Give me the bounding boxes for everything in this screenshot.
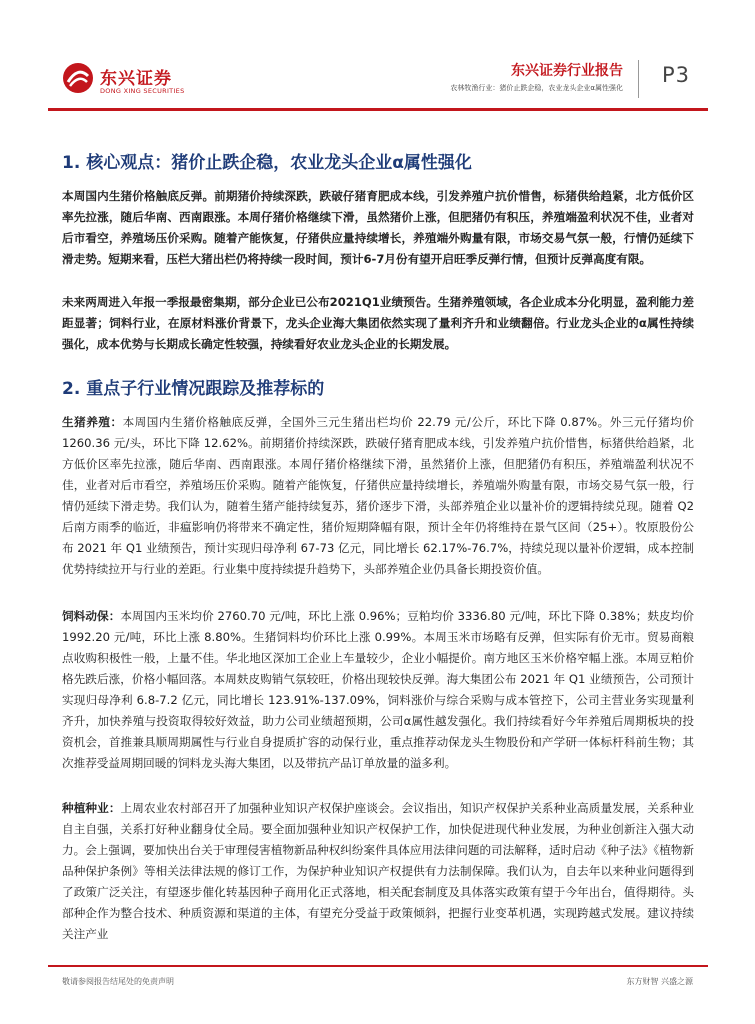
paragraph-body-hog: 本周国内生猪价格触底反弹，全国外三元生猪出栏均价 22.79 元/公斤，环比下降 0.87%。外三元仔猪均价 1260.36 元/头，环比下降 12.62%。前期猪价持续深跌，跌破仔猪育肥成本线，引发养殖户抗价惜售，标猪供给趋紧，北方低价区率先拉涨，随后华南、西南跟涨。本周仔猪价格继续下滑，虽然猪价上涨，但肥猪仍有积压，养殖端盈利状况不佳，业者对后市看空，养殖场压价采购。随着产能恢复，仔猪供应量持续增长，养殖端外购量有限，市场交易气氛一般，行情仍延续下滑走势。我们认为，随着生猪产能持续复苏，猪价逐步下滑，头部养殖企业以量补价的逻辑持续兑现。随着 Q2 后南方雨季的临近，非瘟影响仍将带来不确定性，猪价短期降幅有限，预计全年仍将维持在景气区间（25+）。牧原股份公布 2021 年 Q1 业绩预告，预计实现归母净利 67-73 亿元，同比增长 62.17%-76.7%，持续兑现以量补价逻辑，成本控制优势持续拉开与行业的差距。行业集中度持续提升趋势下，头部养殖企业仍具备长期投资价值。 — [62, 415, 694, 576]
page-header — [0, 0, 755, 112]
report-title: 东兴证券行业报告 — [511, 63, 623, 79]
report-subtitle: 农林牧渔行业：猪价止跌企稳，农业龙头企业α属性强化 — [450, 84, 623, 92]
paragraph-lead-feed: 饲料动保： — [62, 609, 121, 623]
page-number: P3 — [662, 63, 691, 87]
section-2-title: 2. 重点子行业情况跟踪及推荐标的 — [62, 379, 325, 399]
header-rule — [48, 108, 708, 111]
section-2-paragraph-feed — [62, 606, 694, 774]
header-divider — [638, 60, 639, 98]
footer-rule — [48, 965, 708, 967]
section-2-paragraph-hog — [62, 412, 694, 580]
paragraph-lead-hog: 生猪养殖： — [62, 415, 123, 429]
paragraph-lead-seed: 种植种业： — [62, 801, 121, 815]
logo-english-name: DONG XING SECURITIES — [100, 87, 185, 95]
paragraph-body-seed: 上周农业农村部召开了加强种业知识产权保护座谈会。会议指出，知识产权保护关系种业高质量发展，关系种业自主自强，关系打好种业翻身仗全局。要全面加强种业知识产权保护工作，加快促进现代种业发展，为种业创新注入强大动力。会上强调，要加快出台关于审理侵害植物新品种权纠纷案件具体应用法律问题的司法解释，适时启动《种子法》《植物新品种保护条例》等相关法律法规的修订工作，为保护种业知识产权提供有力法制保障。我们认为，自去年以来种业问题得到了政策广泛关注，有望逐步催化转基因种子商用化正式落地，相关配套制度及具体落实政策有望于今年出台，值得期待。头部种企作为整合技术、种质资源和渠道的主体，有望充分受益于政策倾斜，把握行业变革机遇，实现跨越式发展。建议持续关注产业 — [62, 801, 694, 941]
section-2-paragraph-seed — [62, 798, 694, 945]
paragraph-body-feed: 本周国内玉米均价 2760.70 元/吨，环比上涨 0.96%；豆粕均价 3336.80 元/吨，环比下降 0.38%；麸皮均价 1992.20 元/吨，环比上涨 8.80%。生猪饲料均价环比上涨 0.99%。本周玉米市场略有反弹，但实际有价无市。贸易商粮点收购积极性一般，上量不佳。华北地区深加工企业上车量较少，企业小幅提价。南方地区玉米价格窄幅上涨。本周豆粕价格先跌后涨，价格小幅回落。本周麸皮购销气氛较旺，价格出现较快反弹。海大集团公布 2021 年 Q1 业绩预告，公司预计实现归母净利 6.8-7.2 亿元，同比增长 123.91%-137.09%，饲料涨价与综合采购与成本管控下，公司主营业务实现量利齐升，加快养殖与投资取得较好效益，助力公司业绩超预期，公司α属性越发强化。我们持续看好今年养殖后周期板块的投资机会，首推兼具顺周期属性与行业自身提质扩容的动保行业，重点推荐动保龙头生物股份和产学研一体标杆科前生物；其次推荐受益周期回暖的饲料龙头海大集团，以及带抗产品订单放量的溢多利。 — [62, 609, 694, 770]
section-1-title: 1. 核心观点：猪价止跌企稳，农业龙头企业α属性强化 — [62, 153, 472, 173]
footer-disclaimer: 敬请参阅报告结尾处的免责声明 — [62, 977, 174, 986]
company-logo — [62, 60, 196, 100]
dongxing-logo-icon — [62, 62, 94, 94]
section-1-paragraph-2: 未来两周进入年报一季报最密集期，部分企业已公布2021Q1业绩预告。生猪养殖领域，各企业成本分化明显，盈利能力差距显著；饲料行业，在原材料涨价背景下，龙头企业海大集团依然实现了量利齐升和业绩翻倍。行业龙头企业的α属性持续强化，成本优势与长期成长确定性较强，持续看好农业龙头企业的长期发展。 — [62, 295, 694, 351]
logo-chinese-name: 东兴证券 — [100, 69, 172, 89]
footer-slogan: 东方财智 兴盛之源 — [626, 977, 693, 986]
section-1-paragraph-1: 本周国内生猪价格触底反弹。前期猪价持续深跌，跌破仔猪育肥成本线，引发养殖户抗价惜售，标猪供给趋紧，北方低价区率先拉涨，随后华南、西南跟涨。本周仔猪价格继续下滑，虽然猪价上涨，但肥猪仍有积压，养殖端盈利状况不佳，业者对后市看空，养殖场压价采购。随着产能恢复，仔猪供应量持续增长，养殖端外购量有限，市场交易气氛一般，行情仍延续下滑走势。短期来看，压栏大猪出栏仍将持续一段时间，预计6-7月份有望开启旺季反弹行情，但预计反弹高度有限。 — [62, 189, 694, 266]
